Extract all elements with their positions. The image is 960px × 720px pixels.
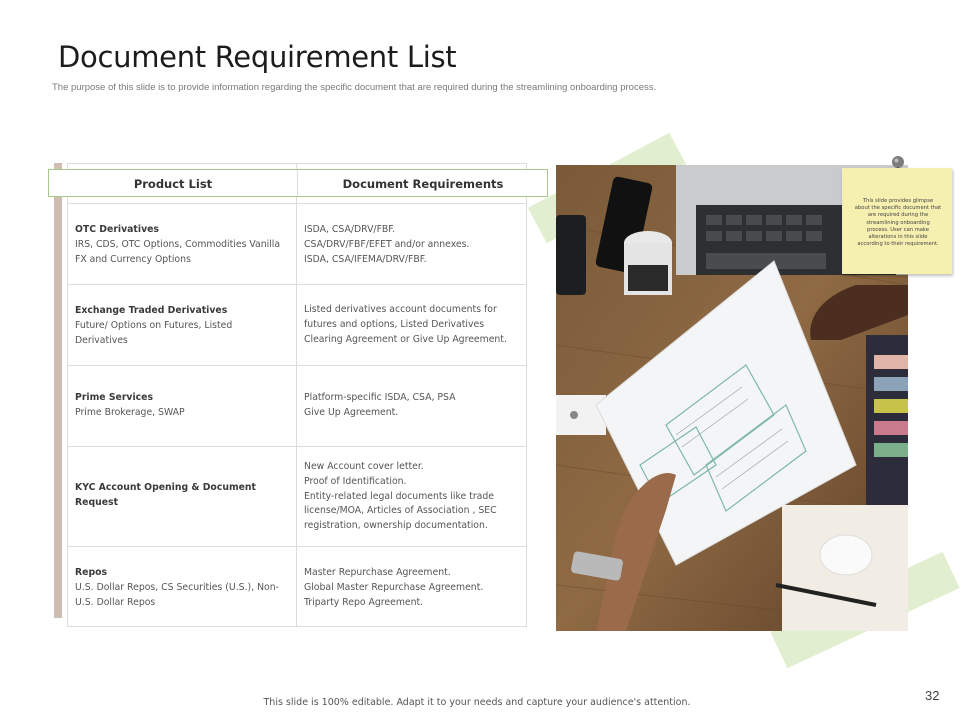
product-detail: IRS, CDS, OTC Options, Commodities Vanilla (75, 238, 281, 250)
table-row (67, 546, 527, 627)
slide-subtitle: The purpose of this slide is to provide information regarding the specific document that are required during the streamlining onboarding process. (52, 82, 657, 93)
requirement-line: Triparty Repo Agreement. (304, 596, 424, 608)
requirement-line: Give Up Agreement. (304, 406, 399, 418)
sticky-note (842, 168, 952, 274)
requirement-line: New Account cover letter. (304, 461, 424, 472)
slide-title: Document Requirement List (58, 40, 457, 74)
slide-footer: This slide is 100% editable. Adapt it to your needs and capture your audience's attention. (263, 697, 691, 708)
product-detail: Future/ Options on Futures, Listed (75, 319, 233, 331)
product-detail: Derivatives (75, 334, 128, 346)
product-detail: U.S. Dollar Repos (75, 596, 156, 608)
requirement-line: CSA/DRV/FBF/EFET and/or annexes. (304, 238, 470, 250)
product-title: Exchange Traded Derivatives (75, 305, 228, 316)
product-title: KYC Account Opening & Document (75, 482, 256, 493)
requirement-line: ISDA, CSA/IFEMA/DRV/FBF. (304, 253, 427, 265)
requirement-line: Listed derivatives account documents for (304, 304, 497, 315)
page-number: 32 (925, 688, 940, 703)
header-document-requirements: Document Requirements (342, 177, 504, 191)
product-title: Repos (75, 567, 108, 578)
requirement-line: Clearing Agreement or Give Up Agreement. (304, 333, 507, 345)
table-row (67, 446, 527, 546)
product-title: OTC Derivatives (75, 224, 159, 235)
sticky-note-text: This slide provides glimpse about the specific document that are required during the streamlining onboarding process. User can make alterations in this slide according to their requirement. (854, 198, 942, 248)
requirement-line: Entity-related legal documents like trade (304, 490, 494, 502)
product-detail: Prime Brokerage, SWAP (75, 406, 185, 418)
requirement-line: Global Master Repurchase Agreement. (304, 581, 484, 593)
table-header-row (48, 169, 548, 197)
requirement-line: Proof of Identification. (304, 475, 407, 487)
requirement-line: Platform-specific ISDA, CSA, PSA (304, 392, 456, 403)
requirement-line: license/MOA, Articles of Association , SEC (304, 505, 497, 517)
requirement-line: Master Repurchase Agreement. (304, 567, 451, 578)
product-detail: U.S. Dollar Repos, CS Securities (U.S.), Non- (75, 581, 279, 593)
product-detail: FX and Currency Options (75, 253, 191, 265)
table-row (67, 284, 527, 365)
product-title: Prime Services (75, 392, 153, 403)
header-product-list: Product List (133, 177, 213, 191)
table-row (67, 365, 527, 446)
product-title-continued: Request (75, 496, 119, 508)
requirement-line: futures and options, Listed Derivatives (304, 318, 485, 330)
requirement-line: ISDA, CSA/DRV/FBF. (304, 224, 396, 235)
table-row (67, 203, 527, 284)
decorative-side-bar (54, 163, 62, 618)
requirement-line: registration, ownership documentation. (304, 520, 488, 532)
